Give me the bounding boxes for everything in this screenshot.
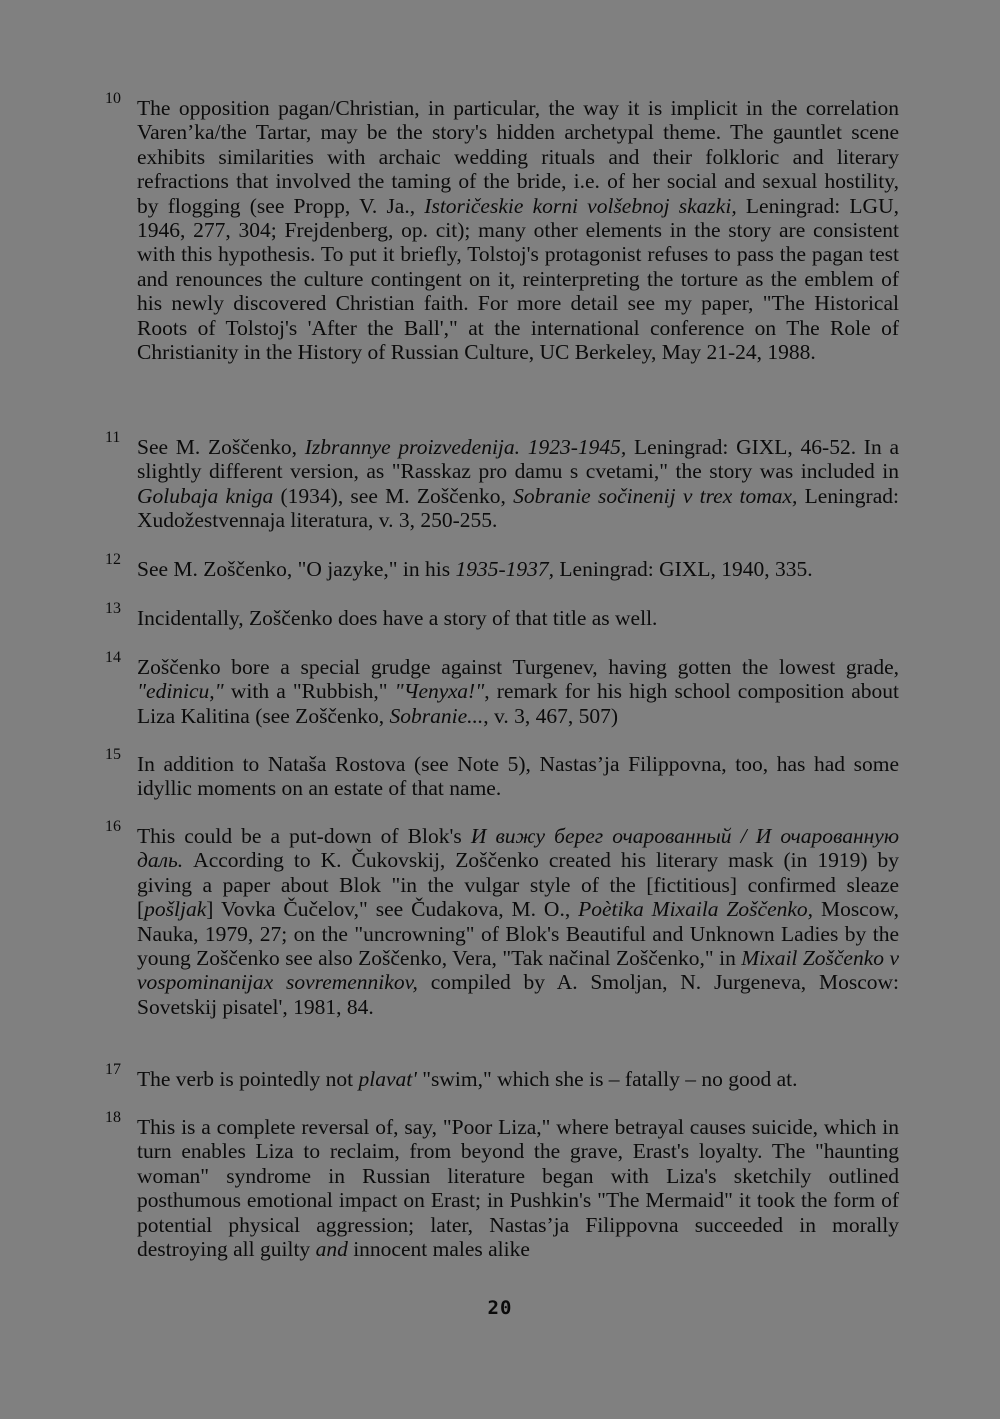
footnote-text [137,1115,899,1261]
footnote-number: 14 [105,649,121,666]
footnote-13 [105,600,899,630]
footnote-17 [105,1061,899,1091]
page-number: 20 [487,1297,513,1319]
text-run: This is a complete reversal of, say, "Poor Liza," where betrayal causes suicide, which in turn enables Liza to reclaim, from beyond the grave, Erast's loyalty. The "haunting woman" syndrome in Russian literature began with Liza's sketchily outlined posthumous emotional impact on Erast; in Pushkin's "The Mermaid" it took the form of potential physical aggression; later, Nastas’ja Filippovna succeeded in morally destroying all guilty [137,1115,899,1262]
text-run: Leningrad: Xudožestvennaja literatura, v. 3, 250-255. [137,483,899,533]
footnote-text [137,557,899,581]
footnote-10 [105,90,899,365]
footnote-number: 13 [105,600,121,617]
italic-text: plavat' [358,1067,417,1091]
footnote-number: 10 [105,90,121,107]
italic-text: "edinicu," [137,679,224,704]
text-run: Zoščenko bore a special grudge against Turgenev, having gotten the lowest grade, [137,655,899,679]
footnote-14 [105,649,900,728]
text-run: (1934), see M. Zoščenko, [273,483,514,508]
footnote-text [137,655,899,728]
text-run: "swim," which she is – fatally – no good at. [416,1067,798,1091]
text-run: Moscow, Nauka, 1979, 27; on the "uncrowning" of Blok's Beautiful and Unknown Ladies by the young Zoščenko see also Zoščenko, Vera, "Tak načinal Zoščenko," in [137,897,899,971]
footnote-number: 16 [105,818,121,835]
text-run: In addition to Nataša Rostova (see Note 5), Nastas’ja Filippovna, too, has had some idyllic moments on an estate of that name. [137,752,899,801]
text-run: See M. Zoščenko, "O jazyke," in his [137,557,456,581]
text-run: compiled by A. Smoljan, N. Jurgeneva, Moscow: Sovetskij pisatel', 1981, 84. [137,970,899,1019]
italic-text: and [315,1237,348,1262]
text-run: , remark for his high school composition about Liza Kalitina (see Zoščenko, [137,679,900,728]
italic-text: 1935-1937, [455,557,555,581]
text-run: The verb is pointedly not [137,1067,359,1091]
italic-text: pošljak [144,897,207,922]
italic-text: Istoričeskie korni volšebnoj skazki, [424,193,737,218]
footnote-12 [105,551,899,581]
text-run: Incidentally, Zoščenko does have a story of that title as well. [137,606,658,630]
footnote-text [137,96,899,364]
text-run: with a "Rubbish," [223,679,395,704]
italic-text: "Чепуха!" [394,679,485,704]
text-run: innocent males alike [347,1237,530,1262]
footnote-text [137,435,899,533]
italic-text: Mixail Zoščenko v vospominanijax sovremennikov, [137,946,899,995]
italic-text: Poètika Mixaila Zoščenko, [578,897,814,922]
footnote-16 [105,818,899,1019]
text-run: , v. 3, 467, 507) [483,703,619,728]
footnote-text [137,824,899,1019]
text-run: According to K. Čukovskij, Zoščenko created his literary mask (in 1919) by giving a paper about Blok "in the vulgar style of the [fictitious] confirmed sleaze [ [137,848,899,922]
italic-text: Sobranie... [389,703,484,728]
text-run: ] Vovka Čučelov," see Čudakova, M. O., [206,897,579,922]
footnote-15 [105,746,899,801]
footnote-text [137,606,899,630]
footnote-number: 11 [105,429,121,446]
footnote-18 [105,1109,899,1262]
footnote-number: 15 [105,746,121,763]
text-run: Leningrad: LGU, 1946, 277, 304; Frejdenberg, op. cit); many other elements in the story are consistent with this hypothesis. To put it briefly, Tolstoj's protagonist refuses to pass the pagan test and renounces the culture contingent on it, reinterpreting the torture as the emblem of his newly discovered Christian faith. For more detail see my paper, "The Historical Roots of Tolstoj's 'After the Ball'," at the international conference on The Role of Christianity in the History of Russian Culture, UC Berkeley, May 21-24, 1988. [137,193,899,365]
italic-text: И вижу берег очарованный / И очарованную даль. [137,824,899,873]
footnote-11 [105,429,899,533]
text-run: The opposition pagan/Christian, in particular, the way it is implicit in the correlation Varen’ka/the Tartar, may be the story's hidden archetypal theme. The gauntlet scene exhibits similarities with archaic wedding rituals and their folkloric and literary refractions that involved the taming of the bride, i.e. of her social and sexual hostility, by flogging (see Propp, V. Ja., [137,96,899,218]
footnote-number: 17 [105,1061,121,1078]
italic-text: Izbrannye proizvedenija. 1923-1945, [304,435,627,459]
text-run: Leningrad: GIXL, 46-52. In a slightly different version, as "Rasskaz pro damu s cvetami," the story was included in [137,435,899,484]
text-run: This could be a put-down of Blok's [137,824,471,848]
italic-text: Sobranie sočinenij v trex tomax, [513,483,798,508]
footnote-number: 18 [105,1109,121,1126]
text-run: Leningrad: GIXL, 1940, 335. [554,557,813,581]
footnote-number: 12 [105,551,121,568]
italic-text: Golubaja kniga [137,483,274,508]
footnote-text [137,752,899,801]
footnote-text [137,1067,899,1091]
text-run: See M. Zoščenko, [137,435,305,459]
